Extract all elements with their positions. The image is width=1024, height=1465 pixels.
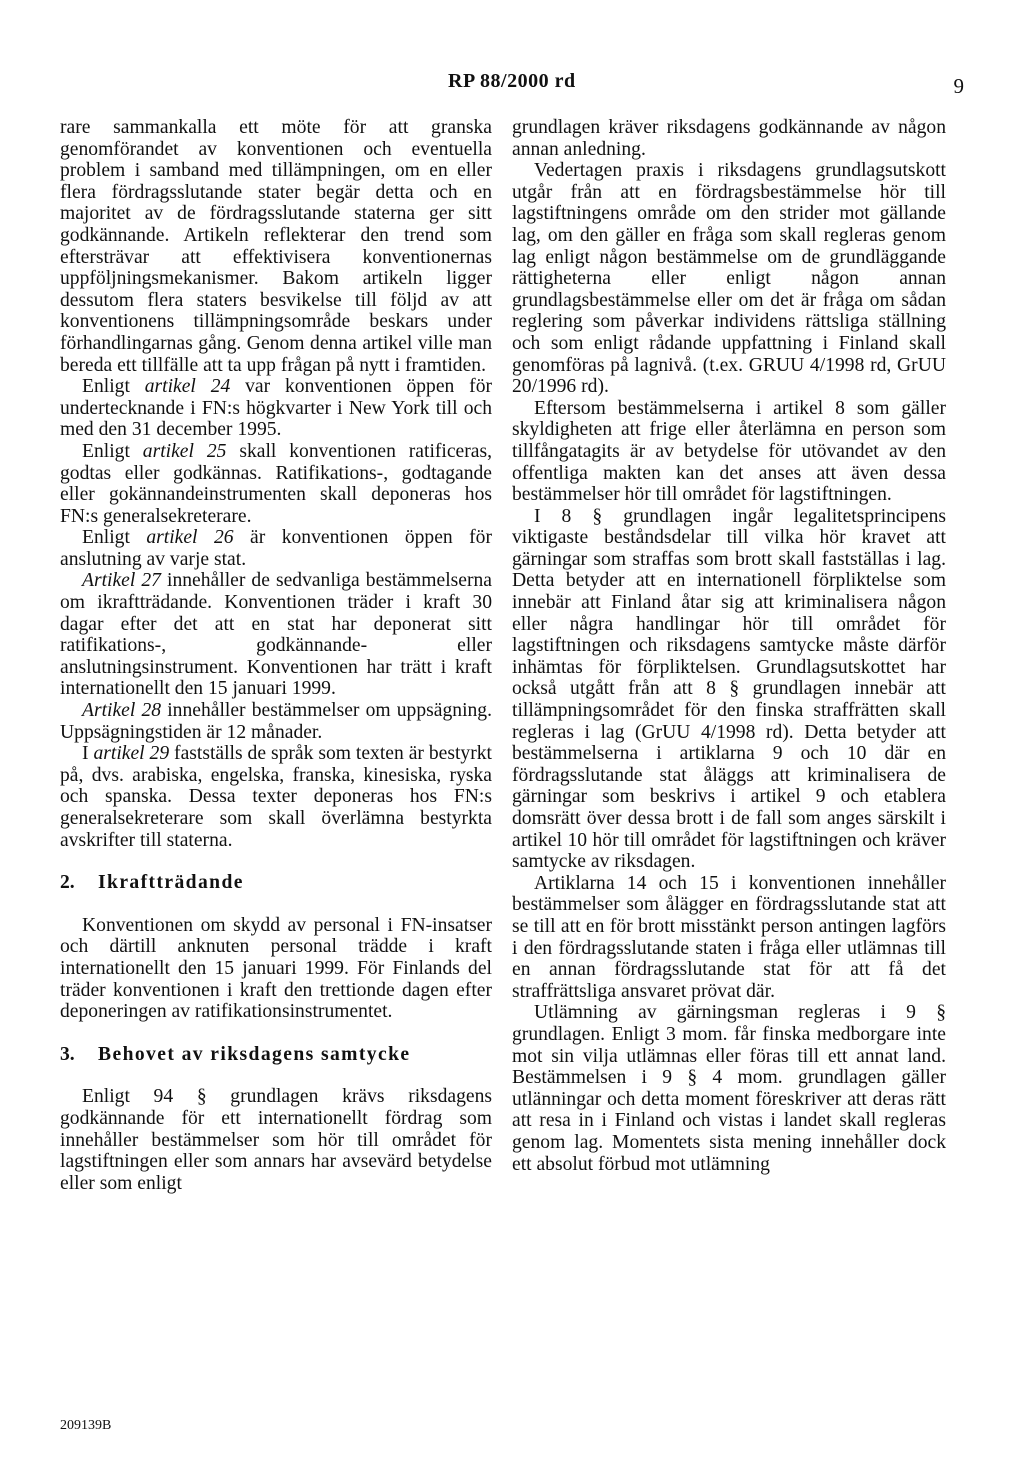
paragraph: Konventionen om skydd av personal i FN-insatser och därtill anknuten personal trädde i kraft internationellt den 15 januari 1999. För Finlands del träder konventionen i kraft den trettionde dagen efter deponeringen av ratifikationsinstrumentet.: [60, 914, 492, 1023]
article-ref: artikel 25: [142, 440, 227, 462]
paragraph: Enligt artikel 25 skall konventionen ratificeras, godtas eller godkännas. Ratifikations-, godtagande eller gokännandeinstrumenten skall deponeras hos FN:s generalsekreterare.: [60, 440, 493, 527]
page-number: 9: [953, 74, 964, 98]
page-header: [0, 70, 1024, 100]
left-column: [60, 117, 492, 1194]
paragraph: grundlagen kräver riksdagens godkännande av någon annan anledning.: [512, 117, 946, 160]
paragraph: Enligt 94 § grundlagen krävs riksdagens godkännande för ett internationellt fördrag som innehåller bestämmelser som hör till området för lagstiftningen eller som annars har avsevärd betydelse eller som enligt: [60, 1086, 492, 1194]
paragraph: Utlämning av gärningsman regleras i 9 § grundlagen. Enligt 3 mom. får finska medborgare inte mot sin vilja utlämnas eller föras till ett annat land. Bestämmelsen i 9 § 4 mom. grundlagen gäller utlänningar och detta moment föreskriver att deras rätt att resa in i Finland och vistas i landet skall regleras genom lag. Momentets sista mening innehåller dock ett absolut förbud mot utlämning: [512, 1002, 946, 1175]
section-title: Behovet av riksdagens samtycke: [98, 1043, 411, 1065]
section-heading: [60, 1044, 492, 1066]
paragraph: Vedertagen praxis i riksdagens grundlagsutskott utgår från att en fördragsbestämmelse hör till lagstiftningens område om den strider mot gällande lag, om den gäller en fråga som skall regleras genom lag enligt någon bestämmelse om de grundläggande rättigheterna eller enligt någon annan grundlagsbestämmelse eller om det är fråga om sådan reglering som påverkar individens rättsliga ställning och som enligt rådande uppfattning i Finland skall genomföras på lagnivå. (t.ex. GRUU 4/1998 rd, GrUU 20/1996 rd).: [512, 160, 946, 398]
paragraph: Artiklarna 14 och 15 i konventionen innehåller bestämmelser som ålägger en fördragsslutande stat att se till att en för brott misstänkt person antingen lagförs i den fördragsslutande staten i fråga eller utlämnas till en annan fördragsslutande stat för att få det straffrättsliga ansvaret prövat där.: [512, 872, 946, 1002]
page-footer: 209139B: [60, 1418, 112, 1433]
paragraph: I artikel 29 fastställs de språk som texten är bestyrkt på, dvs. arabiska, engelska, franska, kinesiska, ryska och spanska. Dessa texter deponeras hos FN:s generalsekreterare som skall överlämna bestyrkta avskrifter till staterna.: [60, 743, 492, 851]
paragraph: Eftersom bestämmelserna i artikel 8 som gäller skyldigheten att frige eller återlämna en person som tillfångatagits är av betydelse för utövandet av den offentliga makten kan det anses att även dessa bestämmelser hör till området för lagstiftningen.: [512, 397, 946, 506]
paragraph: Artikel 27 innehåller de sedvanliga bestämmelserna om ikraftträdande. Konventionen träder i kraft 30 dagar efter det att en stat har deponerat sitt ratifikations-, godkännande- eller anslutningsinstrument. Konventionen har trätt i kraft internationellt den 15 januari 1999.: [60, 570, 493, 700]
article-ref: artikel 29: [93, 743, 170, 765]
paragraph: Enligt artikel 24 var konventionen öppen för undertecknande i FN:s högkvarter i New York till och med den 31 december 1995.: [60, 376, 493, 441]
section-number: 3.: [60, 1043, 75, 1065]
paragraph: rare sammankalla ett möte för att granska genomförandet av konventionen och eventuella problem i samband med tillämpningen, om en eller flera fördragsslutande stater begär detta och en majoritet av de fördragsslutande staterna ger sitt godkännande. Artikeln reflekterar den trend som eftersträvar att effektivisera konventionernas uppföljningsmekanismer. Bakom artikeln ligger dessutom flera staters besvikelse till följd av att konventionens tillämpningsområde beskars under förhandlingarnas gång. Genom denna artikel ville man bereda ett tillfälle att ta upp frågan på nytt i framtiden.: [60, 117, 492, 376]
section-number: 2.: [60, 872, 75, 894]
paragraph: Artikel 28 innehåller bestämmelser om uppsägning. Uppsägningstiden är 12 månader.: [60, 700, 492, 743]
article-ref: Artikel 28: [82, 700, 162, 722]
document-id: RP 88/2000 rd: [448, 70, 576, 92]
article-ref: artikel 24: [144, 376, 231, 398]
paragraph: I 8 § grundlagen ingår legalitetsprincipens viktigaste beståndsdelar till vilka hör kravet att gärningar som straffas som brott skall fastställas i lag. Detta betyder att en internationell förpliktelse som innebär att Finland åtar sig att kriminalisera någon eller några handlingar hör till området för lagstiftningen och riksdagens samtycke måste därför inhämtas för förpliktelsen. Grundlagsutskottet har också utgått från att 8 § grundlagen innebär att tillämpningsområdet för den finska straffrätten skall regleras i lag (GrUU 4/1998 rd). Detta betyder att bestämmelserna i artiklarna 9 och 10 där en fördragsslutande stat åläggs att kriminalisera de gärningar som beskrivs i artikel 9 och etablera domsrätt över dessa brott i de fall som anges särskilt i artikel 10 hör till området för lagstiftningen och kräver samtycke av riksdagen.: [512, 505, 946, 873]
article-ref: artikel 26: [146, 527, 234, 549]
right-column: [512, 117, 946, 1175]
paragraph: Enligt artikel 26 är konventionen öppen för anslutning av varje stat.: [60, 527, 493, 570]
article-ref: Artikel 27: [82, 570, 161, 592]
section-heading: [60, 872, 492, 894]
section-title: Ikraftträdande: [98, 872, 244, 894]
